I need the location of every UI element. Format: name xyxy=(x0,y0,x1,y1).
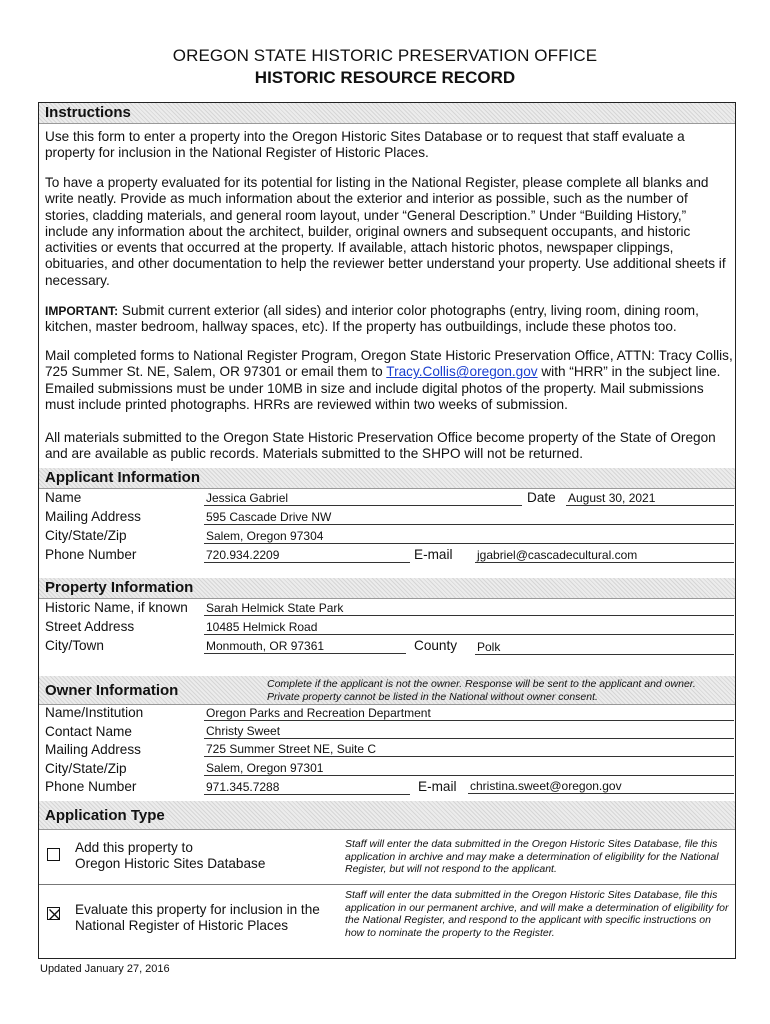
updated-date: Updated January 27, 2016 xyxy=(40,963,170,975)
property-heading: Property Information xyxy=(45,579,194,596)
option-add-note: Staff will enter the data submitted in the Oregon Historic Sites Database, file this application in archive and may make a determination of eligibility for the National Register, but will not respond to the applicant. xyxy=(345,838,719,875)
owner-note: Complete if the applicant is not the owner. Response will be sent to the applicant and owner. Private property cannot be listed in the National without owner consent. xyxy=(267,678,696,703)
applicant-name-label: Name xyxy=(45,490,82,505)
instructions-paragraph-1: Use this form to enter a property into the Oregon Historic Sites Database or to request that staff evaluate a property for inclusion in the National Register of Historic Places. xyxy=(45,129,685,161)
applicant-section-header xyxy=(39,468,735,489)
option-evaluate-label-line2: National Register of Historic Places xyxy=(75,918,289,933)
applicant-email-field[interactable]: jgabriel@cascadecultural.com xyxy=(475,548,734,563)
applicant-phone-label: Phone Number xyxy=(45,547,137,562)
applicant-name-field[interactable]: Jessica Gabriel xyxy=(204,491,522,506)
applicant-mailing-field[interactable]: 595 Cascade Drive NW xyxy=(204,510,734,525)
owner-email-field[interactable]: christina.sweet@oregon.gov xyxy=(468,779,734,794)
applicant-heading: Applicant Information xyxy=(45,469,200,486)
applicant-date-label: Date xyxy=(527,490,556,505)
applicant-date-field[interactable]: August 30, 2021 xyxy=(566,491,734,506)
applicant-phone-field[interactable]: 720.934.2209 xyxy=(204,548,410,563)
property-county-label: County xyxy=(414,638,458,653)
option-evaluate-label-line1: Evaluate this property for inclusion in the xyxy=(75,902,320,917)
owner-mailing-label: Mailing Address xyxy=(45,742,141,757)
application-section-header xyxy=(39,801,735,830)
mail-text-after: with “HRR” in the subject line. Emailed submissions must be under 10MB in size and include digital photos of the property. Mail submissions must include printed photographs. HRRs are reviewed within two weeks of submission. xyxy=(45,364,721,412)
owner-city-label: City/State/Zip xyxy=(45,761,127,776)
option-add-label-line1: Add this property to xyxy=(75,840,193,855)
property-city-field[interactable]: Monmouth, OR 97361 xyxy=(204,639,406,654)
property-section-header xyxy=(39,578,735,599)
owner-phone-label: Phone Number xyxy=(45,779,137,794)
applicant-email-label: E-mail xyxy=(414,547,453,562)
option-evaluate-note: Staff will enter the data submitted in the Oregon Historic Sites Database, file this application in our permanent archive, and will make a determination of eligibility for the National Register, and respond to the applicant with specific instructions on how to nominate the property to the Register. xyxy=(345,889,729,939)
instructions-section-header xyxy=(39,103,735,124)
instructions-paragraph-important xyxy=(45,303,733,336)
option-add-label-line2: Oregon Historic Sites Database xyxy=(75,856,266,871)
owner-name-label: Name/Institution xyxy=(45,705,144,720)
contact-email-link[interactable]: Tracy.Collis@oregon.gov xyxy=(386,364,538,380)
owner-heading: Owner Information xyxy=(45,682,179,699)
property-historic-name-label: Historic Name, if known xyxy=(45,600,188,615)
property-street-field[interactable]: 10485 Helmick Road xyxy=(204,620,734,635)
applicant-mailing-label: Mailing Address xyxy=(45,509,141,524)
form-agency-title: OREGON STATE HISTORIC PRESERVATION OFFICE xyxy=(172,46,598,65)
owner-phone-field[interactable]: 971.345.7288 xyxy=(204,780,410,795)
evaluate-for-register-checkbox[interactable] xyxy=(47,907,60,920)
applicant-city-label: City/State/Zip xyxy=(45,528,127,543)
property-county-field[interactable]: Polk xyxy=(475,640,734,655)
instructions-paragraph-2: To have a property evaluated for its potential for listing in the National Register, please complete all blanks and write neatly. Provide as much information about the exterior and interior as possible, such as the number of stories, cladding materials, and general room layout, under “General Description.” Under “Building History,” include any information about the architect, builder, original owners and subsequent occupants, and historic activities or events that occurred at the property. If available, attach historic photos, newspaper clippings, obituaries, and other documentation to help the reviewer better understand your property. Use additional sheets if necessary. xyxy=(45,175,726,288)
form-title: HISTORIC RESOURCE RECORD xyxy=(254,68,516,87)
owner-contact-field[interactable]: Christy Sweet xyxy=(204,724,734,739)
instructions-paragraph-public-records: All materials submitted to the Oregon State Historic Preservation Office become property of the State of Oregon and are available as public records. Materials submitted to the SHPO will not be returned. xyxy=(45,430,716,462)
mail-text-before: Mail completed forms to National Register Program, Oregon State Historic Preservation Office, ATTN: Tracy Collis, 725 Summer St. NE, Salem, OR 97301 or email them to xyxy=(45,348,733,380)
property-street-label: Street Address xyxy=(45,619,135,634)
owner-email-label: E-mail xyxy=(418,779,457,794)
property-historic-name-field[interactable]: Sarah Helmick State Park xyxy=(204,601,734,616)
owner-mailing-field[interactable]: 725 Summer Street NE, Suite C xyxy=(204,742,734,757)
applicant-city-field[interactable]: Salem, Oregon 97304 xyxy=(204,529,734,544)
owner-name-field[interactable]: Oregon Parks and Recreation Department xyxy=(204,706,734,721)
owner-city-field[interactable]: Salem, Oregon 97301 xyxy=(204,761,734,776)
instructions-paragraph-mail xyxy=(45,348,733,413)
owner-contact-label: Contact Name xyxy=(45,724,132,739)
important-text: Submit current exterior (all sides) and interior color photographs (entry, living room, dining room, kitchen, master bedroom, hallway spaces, etc). If the property has outbuildings, include these photos too. xyxy=(45,303,699,335)
application-divider xyxy=(39,884,735,885)
checkbox-x-mark-icon xyxy=(48,908,61,921)
application-heading: Application Type xyxy=(45,807,165,824)
property-city-label: City/Town xyxy=(45,638,104,653)
important-label: IMPORTANT: xyxy=(45,304,119,318)
add-to-database-checkbox[interactable] xyxy=(47,848,60,861)
instructions-heading: Instructions xyxy=(45,104,131,121)
